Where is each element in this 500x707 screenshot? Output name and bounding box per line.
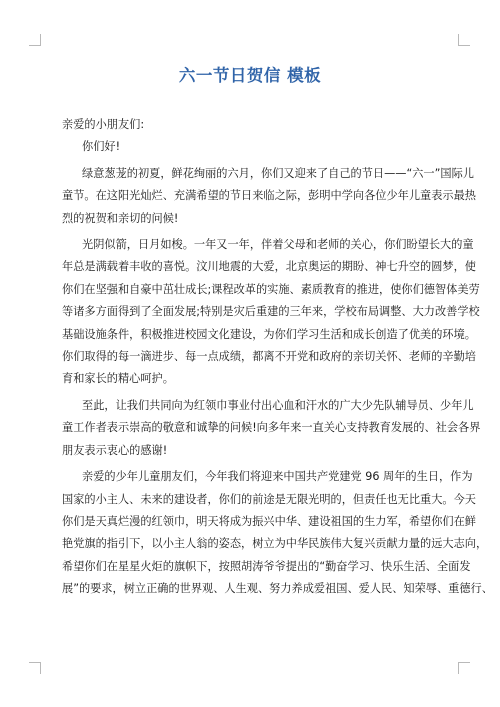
paragraph-first-line: 绿意葱茏的初夏，鲜花绚丽的六月，你们又迎来了自己的节日——“六一”国际儿 [82,166,474,180]
paragraph-line: 展”的要求，树立正确的世界观、人生观、努力养成爱祖国、爱人民、知荣辱、重德行、 [62,582,493,596]
paragraph-first-line: 光阴似箭，日月如梭。一年又一年，伴着父母和老师的关心，你们盼望长大的童 [82,238,474,252]
paragraph-line: 年总是满载着丰收的喜悦。汶川地震的大爱，北京奥运的期盼、神七升空的圆梦，使 [62,260,476,274]
greeting: 你们好! [82,140,121,154]
paragraph-first-line: 亲爱的少年儿童朋友们，今年我们将迎来中国共产党建党 96 周年的生日，作为 [82,470,473,484]
paragraph-line: 烈的祝贺和亲切的问候! [62,211,179,225]
paragraph-line: 基础设施条件，积极推进校园文化建设，为你们学习生活和成长创造了优美的环境。 [62,327,476,341]
crop-mark-top-left [29,34,41,46]
paragraph-line: 你们在坚强和自豪中茁壮成长;课程改革的实施、素质教育的推进，使你们德智体美劳 [62,282,480,296]
crop-mark-bottom-left [29,662,41,674]
paragraph-line: 等诸多方面得到了全面发展;特别是灾后重建的三年来，学校布局调整、大力改善学校 [62,305,480,319]
paragraph-line: 你们是天真烂漫的红领巾，明天将成为振兴中华、建设祖国的生力军，希望你们在鲜 [62,514,476,528]
paragraph-line: 童工作者表示崇高的敬意和诚挚的问候!向多年来一直关心支持教育发展的、社会各界 [62,421,481,435]
document-title: 六一节日贺信 模板 [178,66,322,85]
paragraph-line: 你们取得的每一滴进步、每一点成绩，都离不开党和政府的亲切关怀、老师的辛勤培 [62,350,476,364]
salutation: 亲爱的小朋友们: [62,118,145,131]
crop-mark-top-right [458,34,470,46]
paragraph-line: 育和家长的精心呵护。 [62,372,174,386]
crop-mark-bottom-right [458,662,470,674]
paragraph-line: 国家的小主人、未来的建设者，你们的前途是无限光明的，但责任也无比重大。今天 [62,492,476,506]
paragraph-line: 童节。在这阳光灿烂、充满希望的节日来临之际，彭明中学向各位少年儿童表示最热 [62,189,476,203]
paragraph-line: 艳党旗的指引下，以小主人翁的姿态，树立为中华民族伟大复兴贡献力量的远大志向， [62,537,488,551]
paragraph-line: 朋友表示衷心的感谢! [62,443,168,457]
paragraph-list [62,163,493,601]
paragraph-first-line: 至此，让我们共同向为红领巾事业付出心血和汗水的广大少先队辅导员、少年儿 [82,398,474,412]
document-body [62,114,493,601]
paragraph-line: 希望你们在星星火炬的旗帜下，按照胡涛爷爷提出的“勤奋学习、快乐生活、全面发 [62,559,471,573]
